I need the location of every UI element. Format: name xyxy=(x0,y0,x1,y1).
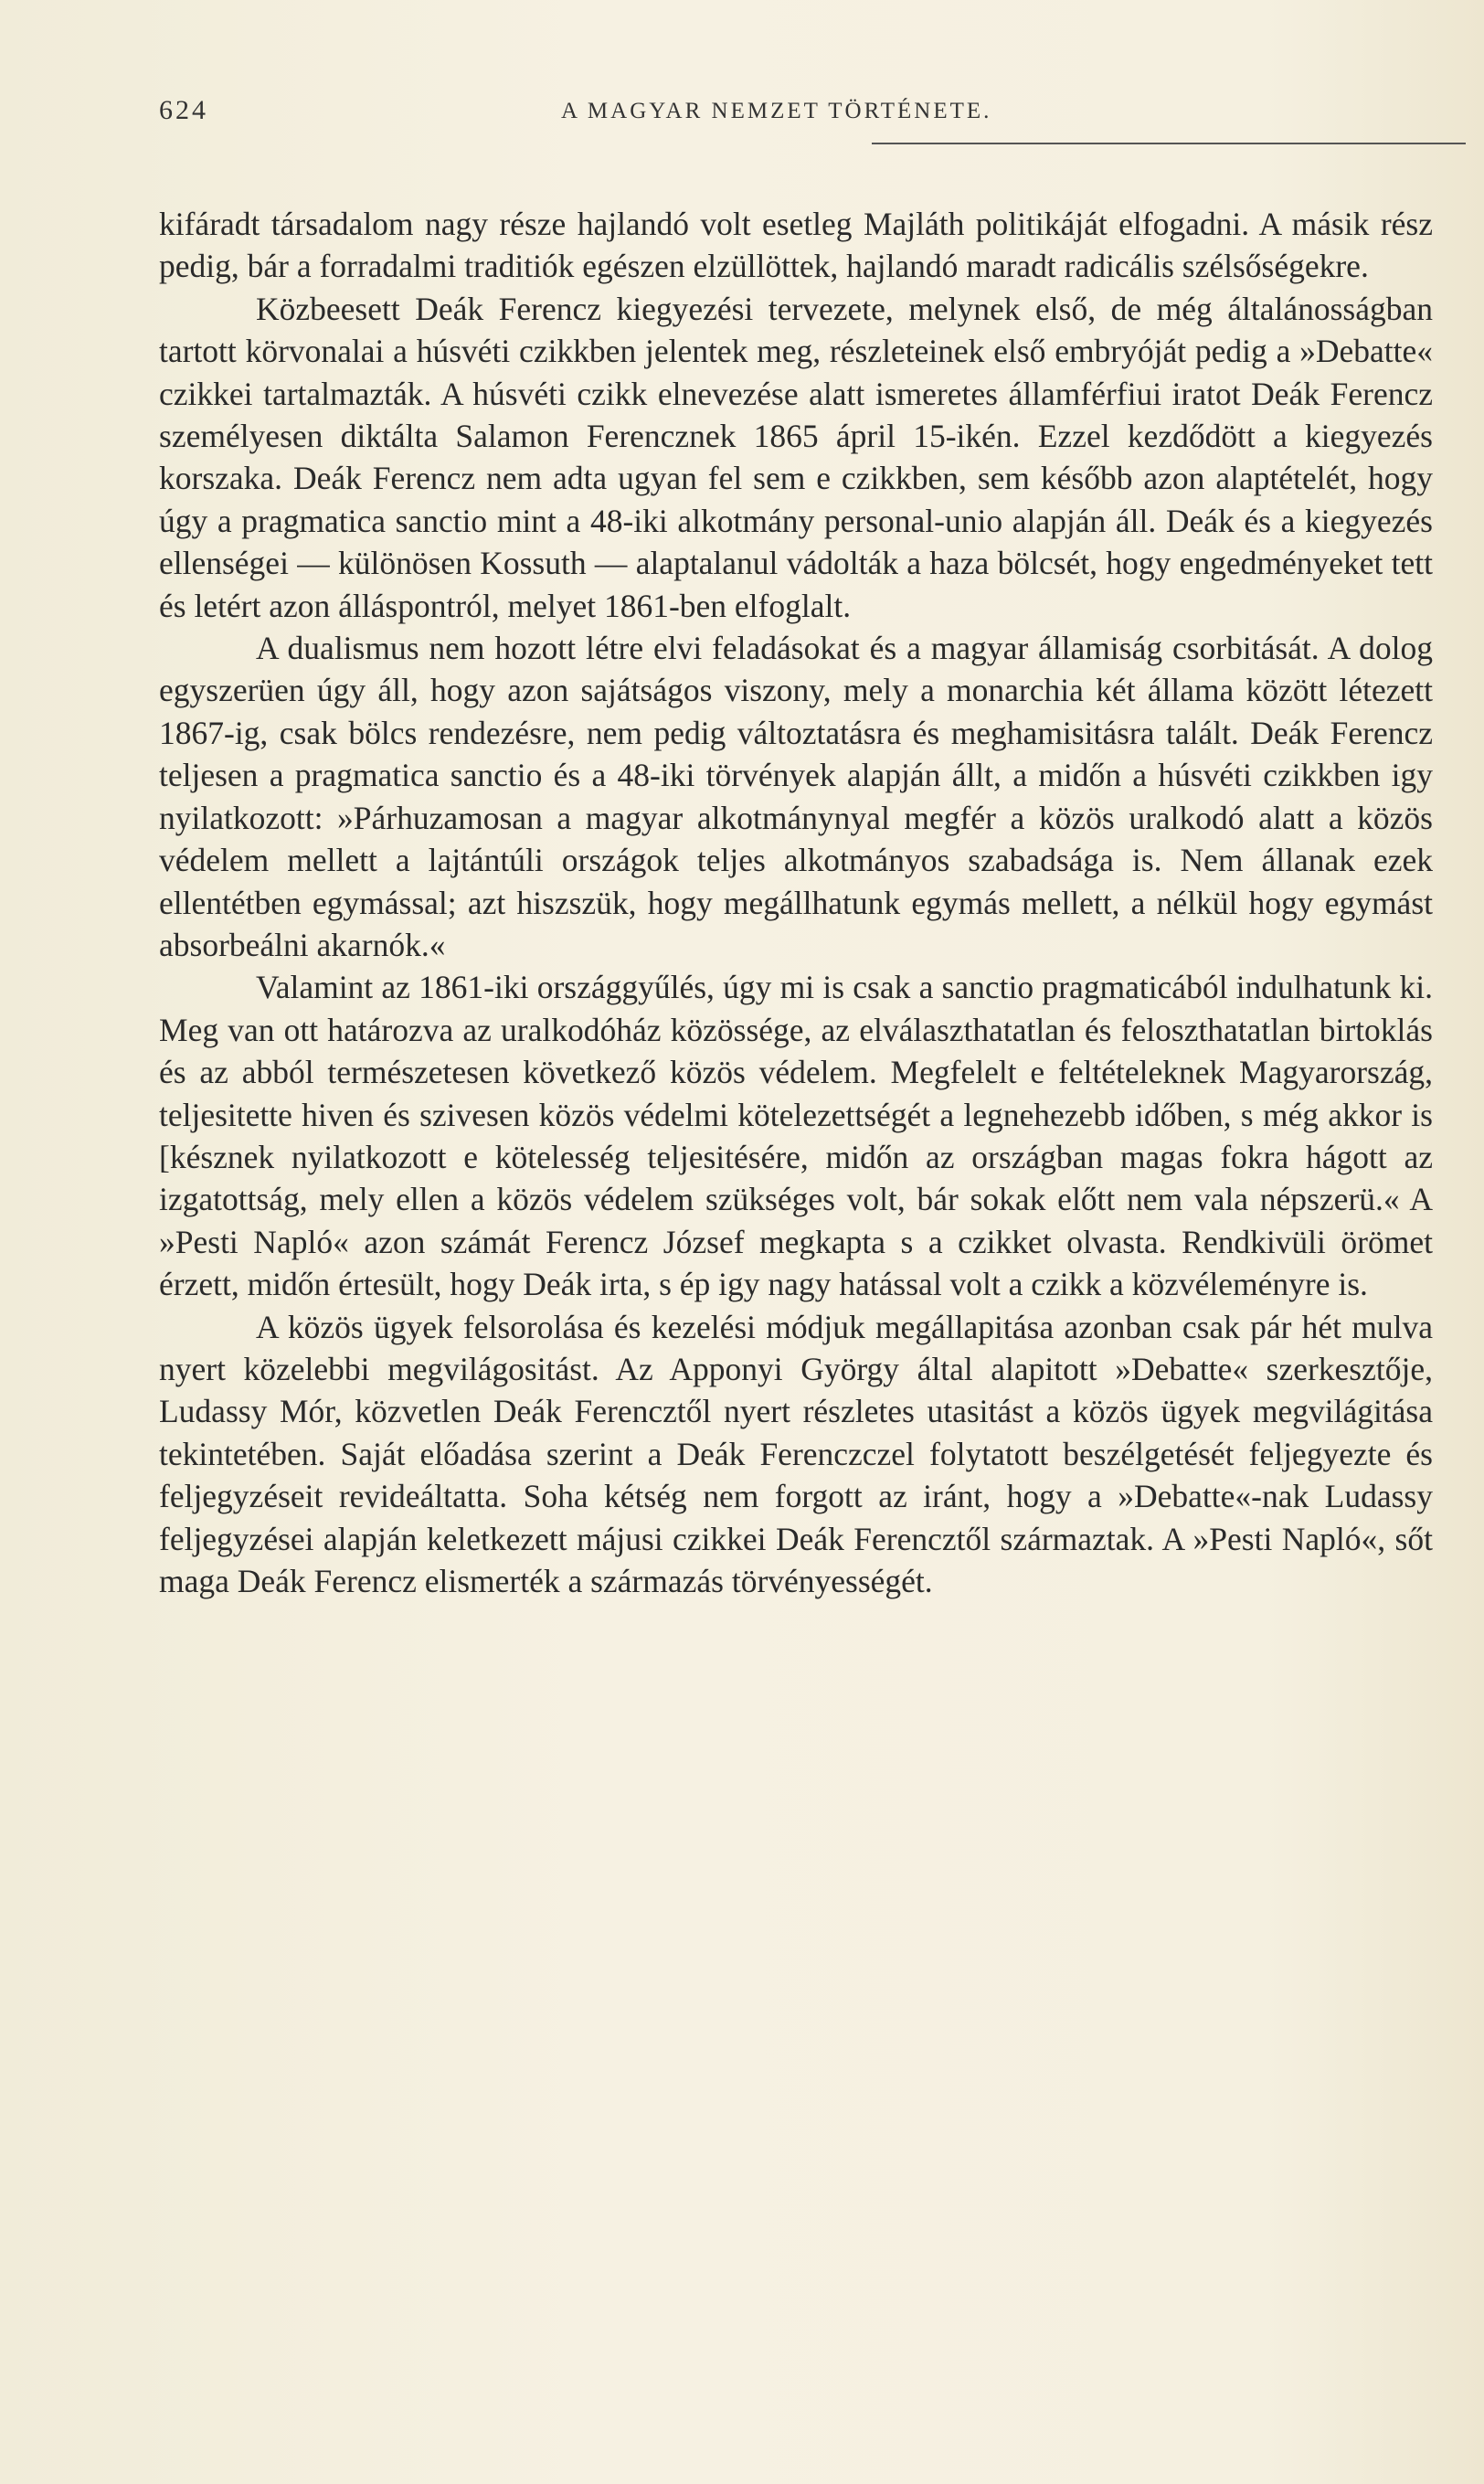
body-text xyxy=(159,203,1433,1602)
paragraph-4: Valamint az 1861-iki országgyűlés, úgy mi is csak a sanctio pragmaticából indulhatunk ki. Meg van ott határozva az uralkodóház közössége, az elválaszthatatlan és feloszthatatlan birtoklás és az abból természetesen következő közös védelem. Megfelelt e feltételeknek Magyarország, teljesitette hiven és szivesen közös védelmi kötelezettségét a legnehezebb időben, s még akkor is [késznek nyilatkozott e kötelesség teljesitésére, midőn az országban magas fokra hágott az izgatottság, mely ellen a közös védelem szükséges volt, bár sokak előtt nem vala népszerü.« A »Pesti Napló« azon számát Ferencz József megkapta s a czikket olvasta. Rendkivüli örömet érzett, midőn értesült, hogy Deák irta, s ép igy nagy hatással volt a czikk a közvéleményre is. xyxy=(159,969,1433,1303)
paragraph-2: Közbeesett Deák Ferencz kiegyezési tervezete, melynek első, de még általánosságban tartott körvonalai a húsvéti czikkben jelentek meg, részleteinek első embryóját pedig a »Debatte« czikkei tartalmazták. A húsvéti czikk elnevezése alatt ismeretes államférfiui iratot Deák Ferencz személyesen diktálta Salamon Ferencznek 1865 ápril 15-ikén. Ezzel kezdődött a kiegyezés korszaka. Deák Ferencz nem adta ugyan fel sem e czikkben, sem később azon alaptételét, hogy úgy a pragmatica sanctio mint a 48-iki alkotmány personal-unio alapján áll. Deák és a kiegyezés ellenségei — különösen Kossuth — alaptalanul vádolták a haza bölcsét, hogy engedményeket tett és letért azon álláspontról, melyet 1861-ben elfoglalt. xyxy=(159,290,1433,624)
header-rule xyxy=(872,143,1466,144)
page-number: 624 xyxy=(159,95,208,125)
paragraph-3: A dualismus nem hozott létre elvi feladásokat és a magyar államiság csorbitását. A dolog egyszerüen úgy áll, hogy azon sajátságos viszony, mely a monarchia két állama között létezett 1867-ig, csak bölcs rendezésre, nem pedig változtatásra és meghamisitásra talált. Deák Ferencz teljesen a pragmatica sanctio és a 48-iki törvények alapján állt, a midőn a húsvéti czikkben igy nyilatkozott: »Párhuzamosan a magyar alkotmánynyal megfér a közös uralkodó alatt a közös védelem mellett a lajtántúli országok teljes alkotmányos szabadsága is. Nem állanak ezek ellentétben egymással; azt hiszszük, hogy megállhatunk egymás mellett, a nélkül hogy egymást absorbeálni akarnók.« xyxy=(159,630,1433,963)
page-header xyxy=(159,95,1464,141)
paragraph-5: A közös ügyek felsorolása és kezelési módjuk megállapitása azonban csak pár hét mulva nyert közelebbi megvilágositást. Az Apponyi György által alapitott »Debatte« szerkesztője, Ludassy Mór, közvetlen Deák Ferencztől nyert részletes utasitást a közös ügyek megvilágitása tekintetében. Saját előadása szerint a Deák Ferenczczel folytatott beszélgetését feljegyezte és feljegyzéseit revideáltatta. Soha kétség nem forgott az iránt, hogy a »Debatte«-nak Ludassy feljegyzései alapján keletkezett májusi czikkei Deák Ferencztől származtak. A »Pesti Napló«, sőt maga Deák Ferencz elismerték a származás törvényességét. xyxy=(159,1308,1433,1599)
paragraph-1: kifáradt társadalom nagy része hajlandó volt esetleg Majláth politikáját elfogadni. A másik rész pedig, bár a forradalmi traditiók egészen elzüllöttek, hajlandó maradt radicális szélsőségekre. xyxy=(159,206,1433,285)
running-title: A MAGYAR NEMZET TÖRTÉNETE. xyxy=(561,99,992,123)
